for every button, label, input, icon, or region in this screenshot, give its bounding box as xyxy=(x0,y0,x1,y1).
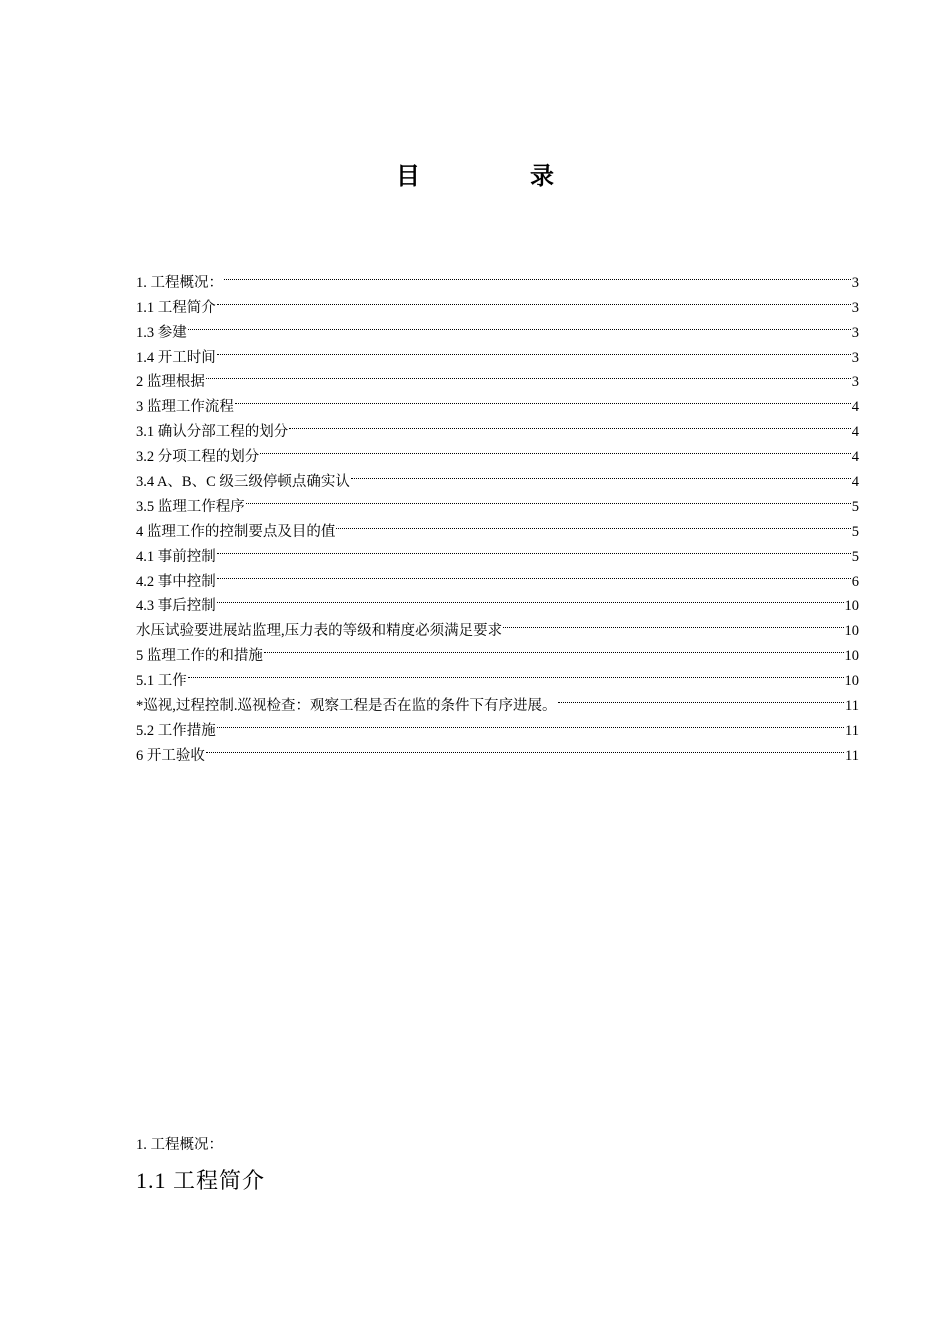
toc-leader-dots xyxy=(264,635,844,660)
toc-leader-dots xyxy=(206,362,851,387)
toc-entry-page-number: 10 xyxy=(844,598,859,615)
toc-entry-page-number: 5 xyxy=(851,523,859,540)
toc-entry-page-number: 11 xyxy=(845,722,859,739)
toc-leader-dots xyxy=(217,561,851,586)
toc-entry-page-number: 4 xyxy=(851,449,859,466)
toc-entry-label: 3 监理工作流程 xyxy=(136,399,234,416)
toc-leader-dots xyxy=(351,461,851,486)
toc-entry[interactable] xyxy=(136,262,859,291)
toc-entry[interactable] xyxy=(136,660,859,690)
toc-entry[interactable] xyxy=(136,685,859,715)
toc-leader-dots xyxy=(217,536,851,561)
toc-entry-page-number: 4 xyxy=(851,474,859,491)
toc-entry-label: 3.1 确认分部工程的划分 xyxy=(136,424,289,441)
toc-leader-dots xyxy=(217,287,851,312)
toc-leader-dots xyxy=(224,262,851,287)
toc-entry-label: 1. 工程概况： xyxy=(136,274,223,291)
toc-entry[interactable] xyxy=(136,386,859,416)
toc-entry[interactable] xyxy=(136,610,859,640)
toc-leader-dots xyxy=(217,337,851,362)
toc-leader-dots xyxy=(503,610,843,635)
toc-entry-page-number: 3 xyxy=(851,324,859,341)
toc-leader-dots xyxy=(188,312,851,337)
toc-entry-label: 3.2 分项工程的划分 xyxy=(136,449,260,466)
toc-entry-page-number: 3 xyxy=(851,349,859,366)
toc-title-left: 目 xyxy=(396,162,420,190)
toc-entry-page-number: 10 xyxy=(844,623,859,640)
toc-entry-page-number: 10 xyxy=(844,673,859,690)
toc-leader-dots xyxy=(217,710,844,735)
toc-entry-label: 5 监理工作的和措施 xyxy=(136,648,263,665)
toc-entry-label: 1.3 参建 xyxy=(136,324,187,341)
toc-entry-page-number: 3 xyxy=(851,374,859,391)
toc-title-right: 录 xyxy=(530,162,554,190)
toc-entry-page-number: 5 xyxy=(851,548,859,565)
toc-entry-label: 3.5 监理工作程序 xyxy=(136,498,245,515)
toc-entry-page-number: 5 xyxy=(851,498,859,515)
toc-entry[interactable] xyxy=(136,411,859,441)
toc-entry-label: 1.4 开工时间 xyxy=(136,349,216,366)
toc-leader-dots xyxy=(558,685,845,710)
toc-entry-label: 4.1 事前控制 xyxy=(136,548,216,565)
toc-entry[interactable] xyxy=(136,287,859,316)
toc-entry[interactable] xyxy=(136,561,859,590)
toc-entry-label: 6 开工验收 xyxy=(136,747,205,764)
toc-entry-label: 3.4 A、B、C 级三级停顿点确实认 xyxy=(136,474,350,491)
toc-entry-label: 4.2 事中控制 xyxy=(136,573,216,590)
toc-entry-label: 5.2 工作措施 xyxy=(136,722,216,739)
toc-leader-dots xyxy=(235,386,851,411)
section-heading-project-intro: 1.1 工程简介 xyxy=(136,1168,266,1193)
toc-title xyxy=(0,156,950,191)
toc-leader-dots xyxy=(336,511,850,536)
toc-leader-dots xyxy=(217,586,844,611)
toc-entry-label: 5.1 工作 xyxy=(136,673,187,690)
toc-leader-dots xyxy=(206,735,844,760)
toc-entry-label: 4.3 事后控制 xyxy=(136,598,216,615)
toc-entry[interactable] xyxy=(136,710,859,739)
toc-entry-label: 水压试验要进展站监理,压力表的等级和精度必须满足要求 xyxy=(136,623,503,640)
toc-leader-dots xyxy=(246,486,851,511)
toc-entry-label: *巡视,过程控制.巡视检查：观察工程是否在监的条件下有序进展。 xyxy=(136,698,557,715)
toc-entry-label: 1.1 工程简介 xyxy=(136,299,216,316)
toc-leader-dots xyxy=(188,660,844,685)
toc-entry-page-number: 3 xyxy=(851,274,859,291)
table-of-contents xyxy=(136,262,859,764)
toc-entry-page-number: 4 xyxy=(851,424,859,441)
toc-entry-page-number: 11 xyxy=(845,698,859,715)
toc-entry[interactable] xyxy=(136,312,859,341)
toc-leader-dots xyxy=(289,411,851,436)
section-heading-overview: 1. 工程概况： xyxy=(136,1137,223,1153)
toc-entry-page-number: 10 xyxy=(844,648,859,665)
toc-entry-page-number: 6 xyxy=(851,573,859,590)
toc-leader-dots xyxy=(260,436,851,461)
toc-entry-label: 4 监理工作的控制要点及目的值 xyxy=(136,523,336,540)
toc-entry[interactable] xyxy=(136,735,859,764)
toc-entry-page-number: 4 xyxy=(851,399,859,416)
toc-entry[interactable] xyxy=(136,586,859,615)
toc-entry-label: 2 监理根据 xyxy=(136,374,205,391)
toc-entry[interactable] xyxy=(136,536,859,565)
toc-entry[interactable] xyxy=(136,337,859,366)
toc-entry[interactable] xyxy=(136,362,859,391)
toc-entry-page-number: 3 xyxy=(851,299,859,316)
toc-entry-page-number: 11 xyxy=(845,747,859,764)
